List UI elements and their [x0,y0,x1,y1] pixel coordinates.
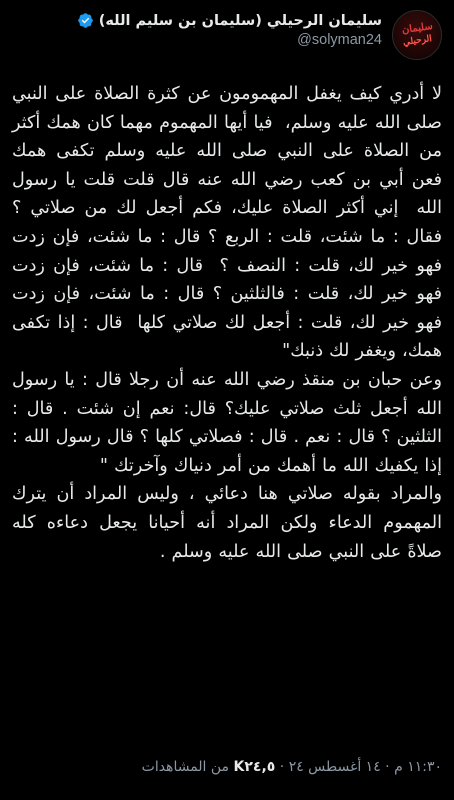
avatar-logo-line-1: سليمان [400,20,433,37]
avatar-logo-line-2: الرحيلي [401,34,433,48]
views-count[interactable]: K٢٤,٥ [233,759,276,775]
avatar[interactable] [392,10,442,60]
author-handle[interactable]: @solyman24 [297,32,382,48]
verified-badge-icon [77,12,94,29]
author-display-name[interactable]: سليمان الرحيلي (سليمان بن سليم الله) [98,12,382,29]
tweet-meta [142,759,442,775]
tweet-time[interactable]: ١١:٣٠ م [394,759,442,775]
tweet-header [12,10,442,68]
user-block [77,10,382,48]
meta-separator: · [385,759,390,775]
views-label: من المشاهدات [141,759,230,775]
name-row [77,12,382,29]
meta-separator: · [279,759,285,775]
tweet-text: لا أدري كيف يغفل المهمومون عن كثرة الصلاة على النبي صلى الله عليه وسلم، فيا أيها المهموم مهما كان همك أكثر من الصلاة على النبي صلى الله عليه وسلم تكفى همك فعن أبي بن كعب رضي الله عنه قال قلت قلت يا رسول الله إني أكثر الصلاة عليك، فكم أجعل لك من صلاتي ؟ فقال : ما شئت، قلت : الربع ؟ قال : ما شئت، فإن زدت فهو خير لك، قلت : النصف ؟ قال : ما شئت، فإن زدت فهو خير لك، قلت : فالثلثين ؟ قال : ما شئت، فإن زدت فهو خير لك، قلت : أجعل لك صلاتي كلها قال : إذا تكفى همك، ويغفر لك ذنبك" وعن حبان بن منقذ رضي الله عنه أن رجلا قال : يا رسول الله أجعل ثلث صلاتي عليك؟ قال: نعم إن شئت . قال : الثلثين ؟ قال : نعم . قال : فصلاتي كلها ؟ قال رسول الله : إذا يكفيك الله ما أهمك من أمر دنياك وآخرتك " والمراد بقوله صلاتي هنا دعائي ، وليس المراد أن يترك المهموم الدعاء ولكن المراد أنه أحيانا يجعل دعاءه كله صلاةً على النبي صلى الله عليه وسلم . [12,84,442,562]
tweet-date[interactable]: ١٤ أغسطس ٢٤ [288,759,381,775]
